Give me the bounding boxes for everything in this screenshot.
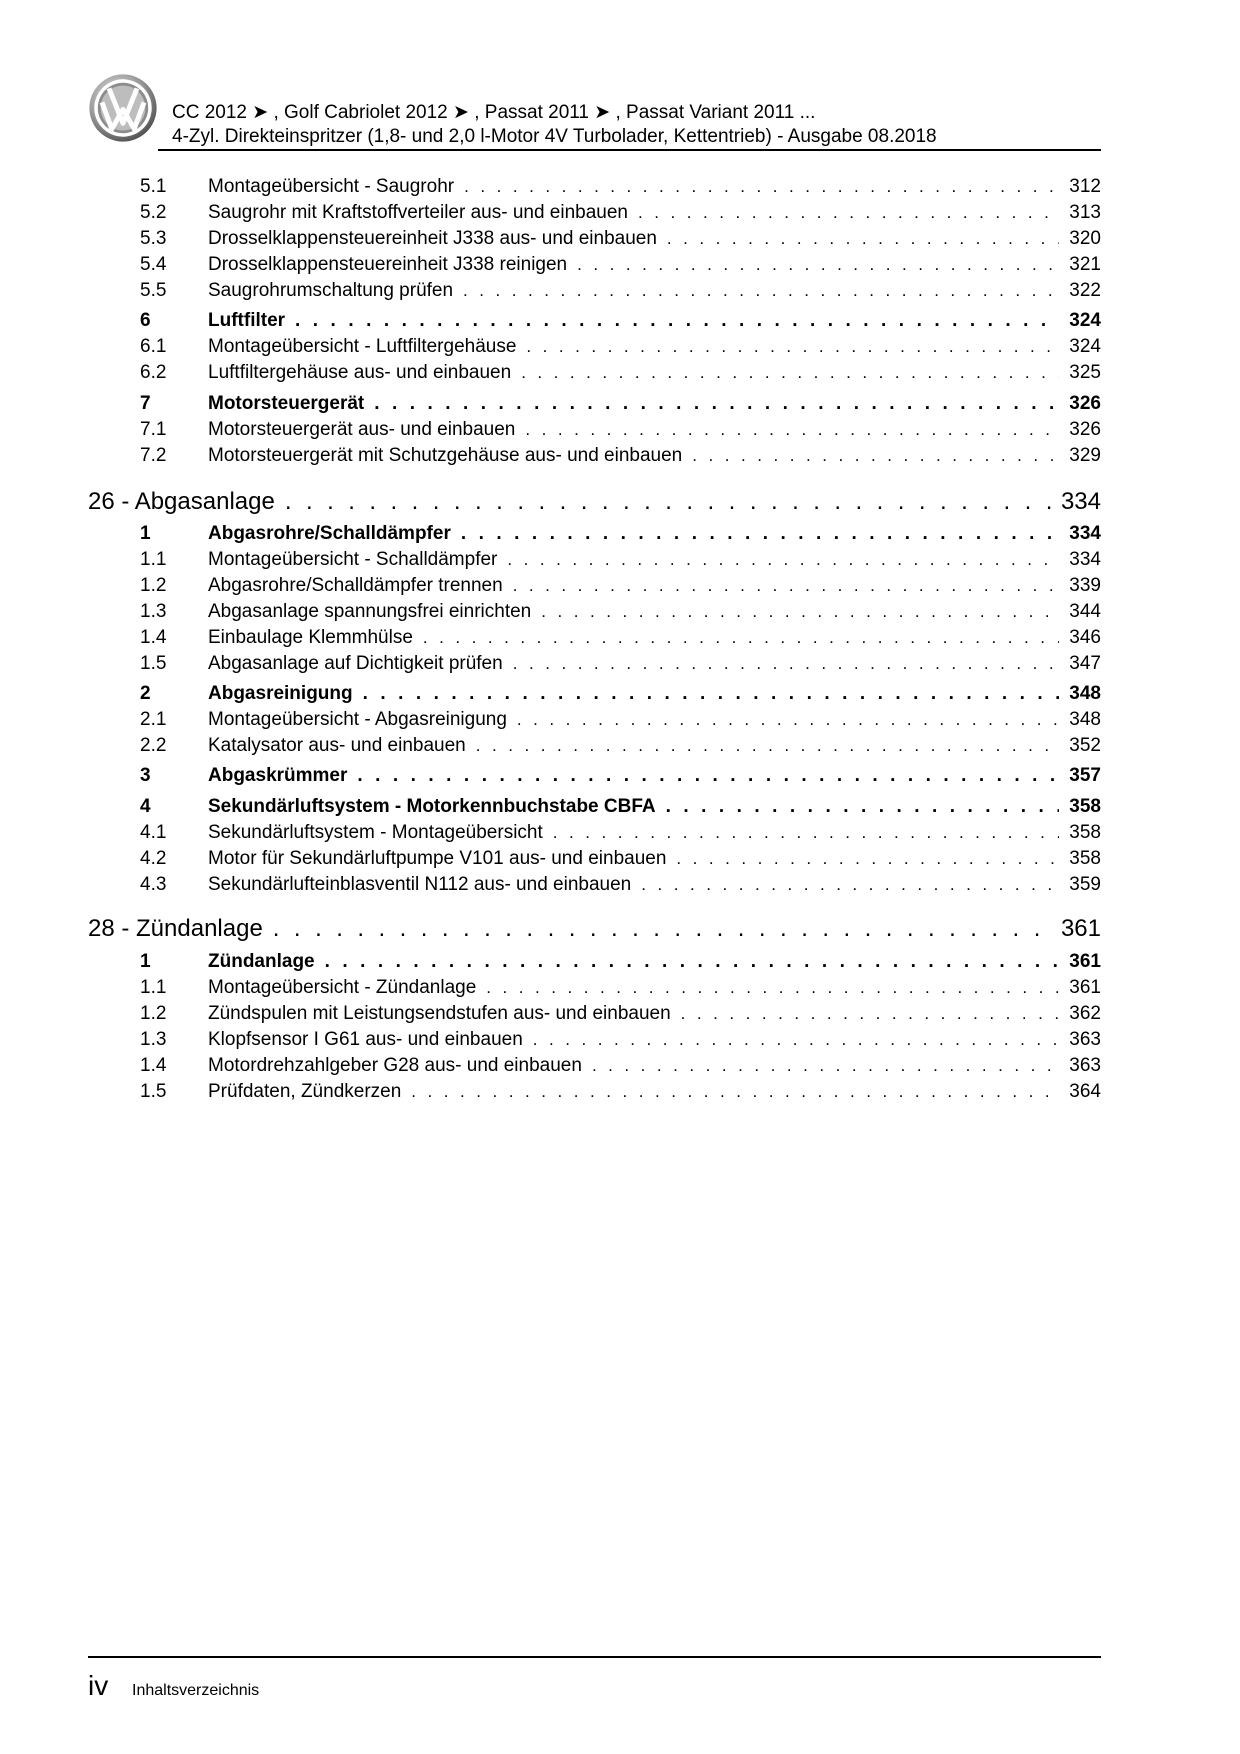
toc-entry (208, 393, 1101, 415)
toc-leader-dots (533, 1030, 1060, 1050)
toc-chapter-row[interactable] (0, 915, 1240, 949)
toc-entry-number: 2.2 (140, 735, 167, 756)
toc-leader-dots (667, 229, 1059, 249)
footer-divider (88, 1656, 1101, 1658)
toc-entry-page: 334 (1069, 549, 1101, 570)
toc-entry-title: Sekundärluftsystem - Montageübersicht (208, 822, 543, 843)
toc-entry (208, 1081, 1101, 1103)
toc-entry-title: Abgasanlage spannungsfrei einrichten (208, 601, 532, 622)
toc-entry-title: Montageübersicht - Zündanlage (208, 977, 477, 998)
toc-entry-number: 1.4 (140, 627, 167, 648)
toc-entry (208, 709, 1101, 731)
toc-entry-page: 329 (1069, 445, 1101, 466)
toc-entry-title: Luftfilter (208, 310, 286, 331)
toc-entry-page: 322 (1069, 280, 1101, 301)
toc-entry-title: Luftfiltergehäuse aus- und einbauen (208, 362, 512, 383)
toc-entry-number: 4.3 (140, 874, 167, 895)
toc-entry-page: 348 (1069, 683, 1101, 704)
header-line-2: 4-Zyl. Direkteinspritzer (1,8- und 2,0 l-Motor 4V Turbolader, Kettentrieb) - Ausgabe 08.2018 (172, 126, 937, 147)
toc-entry (208, 254, 1101, 276)
toc-entry-number: 1.2 (140, 1003, 167, 1024)
toc-entry (208, 549, 1101, 571)
toc-subsection-row[interactable] (0, 419, 1240, 445)
toc-leader-dots (525, 420, 1059, 440)
toc-leader-dots (541, 602, 1059, 622)
toc-leader-dots (357, 765, 1059, 787)
toc-entry-number: 6.1 (140, 336, 167, 357)
toc-entry-number: 4.2 (140, 848, 167, 869)
toc-entry-number: 5.4 (140, 254, 167, 275)
toc-entry-page: 326 (1069, 393, 1101, 414)
toc-leader-dots (507, 550, 1059, 570)
toc-entry-number: 5.1 (140, 176, 167, 197)
toc-entry-number: 7.2 (140, 445, 167, 466)
toc-subsection-row[interactable] (0, 254, 1240, 280)
toc-leader-dots (423, 628, 1059, 648)
toc-section-row[interactable] (0, 310, 1240, 336)
toc-leader-dots (285, 488, 1051, 516)
toc-entry-title: Montageübersicht - Saugrohr (208, 176, 455, 197)
toc-entry-title: Motorsteuergerät aus- und einbauen (208, 419, 516, 440)
toc-section-row[interactable] (0, 683, 1240, 709)
toc-entry-title: Motorsteuergerät (208, 393, 365, 414)
toc-subsection-row[interactable] (0, 822, 1240, 848)
toc-leader-dots (526, 337, 1059, 357)
toc-entry (208, 202, 1101, 224)
toc-entry-page: 324 (1069, 336, 1101, 357)
toc-entry-page: 358 (1069, 822, 1101, 843)
toc-subsection-row[interactable] (0, 709, 1240, 735)
toc-entry-page: 361 (1069, 951, 1101, 972)
toc-subsection-row[interactable] (0, 575, 1240, 601)
toc-subsection-row[interactable] (0, 202, 1240, 228)
footer-section-label: Inhaltsverzeichnis (132, 1682, 260, 1699)
toc-entry-page: 325 (1069, 362, 1101, 383)
toc-subsection-row[interactable] (0, 176, 1240, 202)
toc-entry-title: Sekundärlufteinblasventil N112 aus- und einbauen (208, 874, 632, 895)
toc-subsection-row[interactable] (0, 735, 1240, 761)
toc-entry-page: 361 (1069, 977, 1101, 998)
header-line-1: CC 2012 ➤ , Golf Cabriolet 2012 ➤ , Passat 2011 ➤ , Passat Variant 2011 ... (172, 102, 816, 123)
toc-leader-dots (363, 683, 1060, 705)
toc-entry-number: 1 (140, 523, 151, 544)
toc-entry-number: 1 (140, 951, 151, 972)
toc-leader-dots (513, 654, 1060, 674)
toc-entry-page: 361 (1060, 915, 1101, 942)
toc-entry-title: Montageübersicht - Luftfiltergehäuse (208, 336, 517, 357)
toc-entry-number: 7.1 (140, 419, 167, 440)
footer-page-number: iv (88, 1670, 109, 1701)
toc-entry-page: 324 (1069, 310, 1101, 331)
toc-entry-page: 334 (1069, 523, 1101, 544)
toc-subsection-row[interactable] (0, 336, 1240, 362)
toc-entry (208, 575, 1101, 597)
toc-entry-title: 28 - Zündanlage (88, 915, 263, 942)
toc-entry-number: 4.1 (140, 822, 167, 843)
toc-subsection-row[interactable] (0, 1003, 1240, 1029)
toc-subsection-row[interactable] (0, 1029, 1240, 1055)
toc-section-row[interactable] (0, 796, 1240, 822)
toc-leader-dots (641, 875, 1059, 895)
toc-entry-title: Klopfsensor I G61 aus- und einbauen (208, 1029, 523, 1050)
toc-subsection-row[interactable] (0, 874, 1240, 900)
toc-subsection-row[interactable] (0, 601, 1240, 627)
toc-leader-dots (517, 710, 1059, 730)
toc-subsection-row[interactable] (0, 848, 1240, 874)
toc-entry-number: 1.3 (140, 1029, 167, 1050)
toc-entry (208, 735, 1101, 757)
toc-entry-title: Saugrohrumschaltung prüfen (208, 280, 454, 301)
toc-entry-page: 358 (1069, 848, 1101, 869)
toc-subsection-row[interactable] (0, 1081, 1240, 1107)
toc-entry-number: 5.3 (140, 228, 167, 249)
toc-entry-page: 339 (1069, 575, 1101, 596)
toc-entry (208, 653, 1101, 675)
toc-entry-number: 1.1 (140, 549, 167, 570)
toc-entry (208, 977, 1101, 999)
toc-leader-dots (374, 393, 1059, 415)
toc-entry (208, 683, 1101, 705)
toc-entry-page: 357 (1069, 765, 1101, 786)
toc-entry (208, 228, 1101, 250)
toc-entry-number: 1.5 (140, 653, 167, 674)
toc-subsection-row[interactable] (0, 1055, 1240, 1081)
toc-entry-title: Sekundärluftsystem - Motorkennbuchstabe CBFA (208, 796, 656, 817)
toc-entry (208, 848, 1101, 870)
toc-entry (208, 419, 1101, 441)
toc-entry-title: Montageübersicht - Schalldämpfer (208, 549, 498, 570)
toc-entry-title: Zündanlage (208, 951, 315, 972)
toc-leader-dots (681, 1004, 1060, 1024)
toc-subsection-row[interactable] (0, 549, 1240, 575)
toc-entry-title: Zündspulen mit Leistungsendstufen aus- und einbauen (208, 1003, 671, 1024)
toc-entry-page: 347 (1069, 653, 1101, 674)
toc-entry-title: Drosselklappensteuereinheit J338 aus- und einbauen (208, 228, 657, 249)
toc-entry-page: 334 (1060, 488, 1101, 515)
toc-entry (208, 362, 1101, 384)
toc-entry-page: 359 (1069, 874, 1101, 895)
toc-entry-title: Abgasrohre/Schalldämpfer (208, 523, 451, 544)
toc-leader-dots (638, 203, 1059, 223)
toc-entry-number: 1.1 (140, 977, 167, 998)
toc-leader-dots (273, 915, 1051, 943)
toc-entry-page: 352 (1069, 735, 1101, 756)
toc-entry-number: 1.5 (140, 1081, 167, 1102)
toc-entry-number: 1.4 (140, 1055, 167, 1076)
toc-entry-number: 5.2 (140, 202, 167, 223)
toc-entry-title: Montageübersicht - Abgasreinigung (208, 709, 507, 730)
toc-entry-title: Motor für Sekundärluftpumpe V101 aus- und einbauen (208, 848, 667, 869)
toc-entry-title: Abgasanlage auf Dichtigkeit prüfen (208, 653, 503, 674)
toc-entry-title: Drosselklappensteuereinheit J338 reinigen (208, 254, 568, 275)
toc-entry (208, 765, 1101, 787)
toc-entry-page: 320 (1069, 228, 1101, 249)
toc-entry-page: 364 (1069, 1081, 1101, 1102)
toc-leader-dots (461, 523, 1059, 545)
toc-subsection-row[interactable] (0, 977, 1240, 1003)
toc-section-row[interactable] (0, 951, 1240, 977)
toc-section-row[interactable] (0, 765, 1240, 791)
toc-subsection-row[interactable] (0, 445, 1240, 471)
toc-entry (208, 627, 1101, 649)
toc-leader-dots (325, 951, 1060, 973)
toc-leader-dots (577, 255, 1059, 275)
toc-entry-title: Prüfdaten, Zündkerzen (208, 1081, 402, 1102)
toc-entry (208, 822, 1101, 844)
toc-entry (208, 796, 1101, 818)
toc-entry (208, 310, 1101, 332)
toc-entry-title: 26 - Abgasanlage (88, 488, 275, 515)
toc-entry-title: Abgaskrümmer (208, 765, 348, 786)
toc-leader-dots (411, 1082, 1059, 1102)
toc-leader-dots (592, 1056, 1059, 1076)
toc-entry (208, 280, 1101, 302)
toc-entry-number: 6 (140, 310, 151, 331)
toc-entry (208, 874, 1101, 896)
toc-entry-number: 6.2 (140, 362, 167, 383)
toc-entry (208, 951, 1101, 973)
toc-entry-number: 1.2 (140, 575, 167, 596)
toc-entry-number: 7 (140, 393, 151, 414)
toc-entry-title: Abgasreinigung (208, 683, 353, 704)
toc-leader-dots (553, 823, 1060, 843)
toc-entry-number: 2 (140, 683, 151, 704)
toc-entry (208, 176, 1101, 198)
toc-section-row[interactable] (0, 393, 1240, 419)
toc-subsection-row[interactable] (0, 228, 1240, 254)
toc-entry-title: Saugrohr mit Kraftstoffverteiler aus- und einbauen (208, 202, 628, 223)
toc-entry-number: 5.5 (140, 280, 167, 301)
toc-entry (208, 1003, 1101, 1025)
toc-entry (208, 445, 1101, 467)
toc-leader-dots (692, 446, 1059, 466)
toc-entry-number: 4 (140, 796, 151, 817)
toc-subsection-row[interactable] (0, 280, 1240, 306)
toc-entry-title: Einbaulage Klemmhülse (208, 627, 413, 648)
toc-entry-number: 1.3 (140, 601, 167, 622)
toc-leader-dots (666, 796, 1060, 818)
toc-leader-dots (521, 363, 1059, 383)
toc-leader-dots (486, 978, 1059, 998)
toc-entry-number: 3 (140, 765, 151, 786)
toc-leader-dots (463, 281, 1059, 301)
toc-entry-page: 363 (1069, 1029, 1101, 1050)
toc-entry-page: 326 (1069, 419, 1101, 440)
toc-entry (208, 1029, 1101, 1051)
toc-leader-dots (513, 576, 1060, 596)
toc-section-row[interactable] (0, 523, 1240, 549)
toc-entry-page: 348 (1069, 709, 1101, 730)
toc-chapter-row[interactable] (0, 488, 1240, 522)
toc-leader-dots (676, 849, 1059, 869)
toc-entry-page: 321 (1069, 254, 1101, 275)
toc-leader-dots (476, 736, 1060, 756)
toc-entry-page: 313 (1069, 202, 1101, 223)
toc-entry (208, 601, 1101, 623)
toc-entry-page: 346 (1069, 627, 1101, 648)
toc-subsection-row[interactable] (0, 627, 1240, 653)
toc-leader-dots (464, 177, 1059, 197)
toc-subsection-row[interactable] (0, 653, 1240, 679)
toc-entry-number: 2.1 (140, 709, 167, 730)
toc-entry-page: 362 (1069, 1003, 1101, 1024)
toc-entry-title: Motordrehzahlgeber G28 aus- und einbauen (208, 1055, 582, 1076)
toc-leader-dots (295, 310, 1059, 332)
toc-subsection-row[interactable] (0, 362, 1240, 388)
toc-entry (88, 488, 1101, 516)
toc-entry-title: Abgasrohre/Schalldämpfer trennen (208, 575, 503, 596)
toc-entry-title: Katalysator aus- und einbauen (208, 735, 466, 756)
toc-entry (208, 523, 1101, 545)
toc-entry (88, 915, 1101, 943)
toc-entry-page: 344 (1069, 601, 1101, 622)
toc-entry-page: 312 (1069, 176, 1101, 197)
toc-entry-title: Motorsteuergerät mit Schutzgehäuse aus- und einbauen (208, 445, 683, 466)
toc-entry (208, 336, 1101, 358)
toc-entry-page: 363 (1069, 1055, 1101, 1076)
toc-entry (208, 1055, 1101, 1077)
toc-entry-page: 358 (1069, 796, 1101, 817)
